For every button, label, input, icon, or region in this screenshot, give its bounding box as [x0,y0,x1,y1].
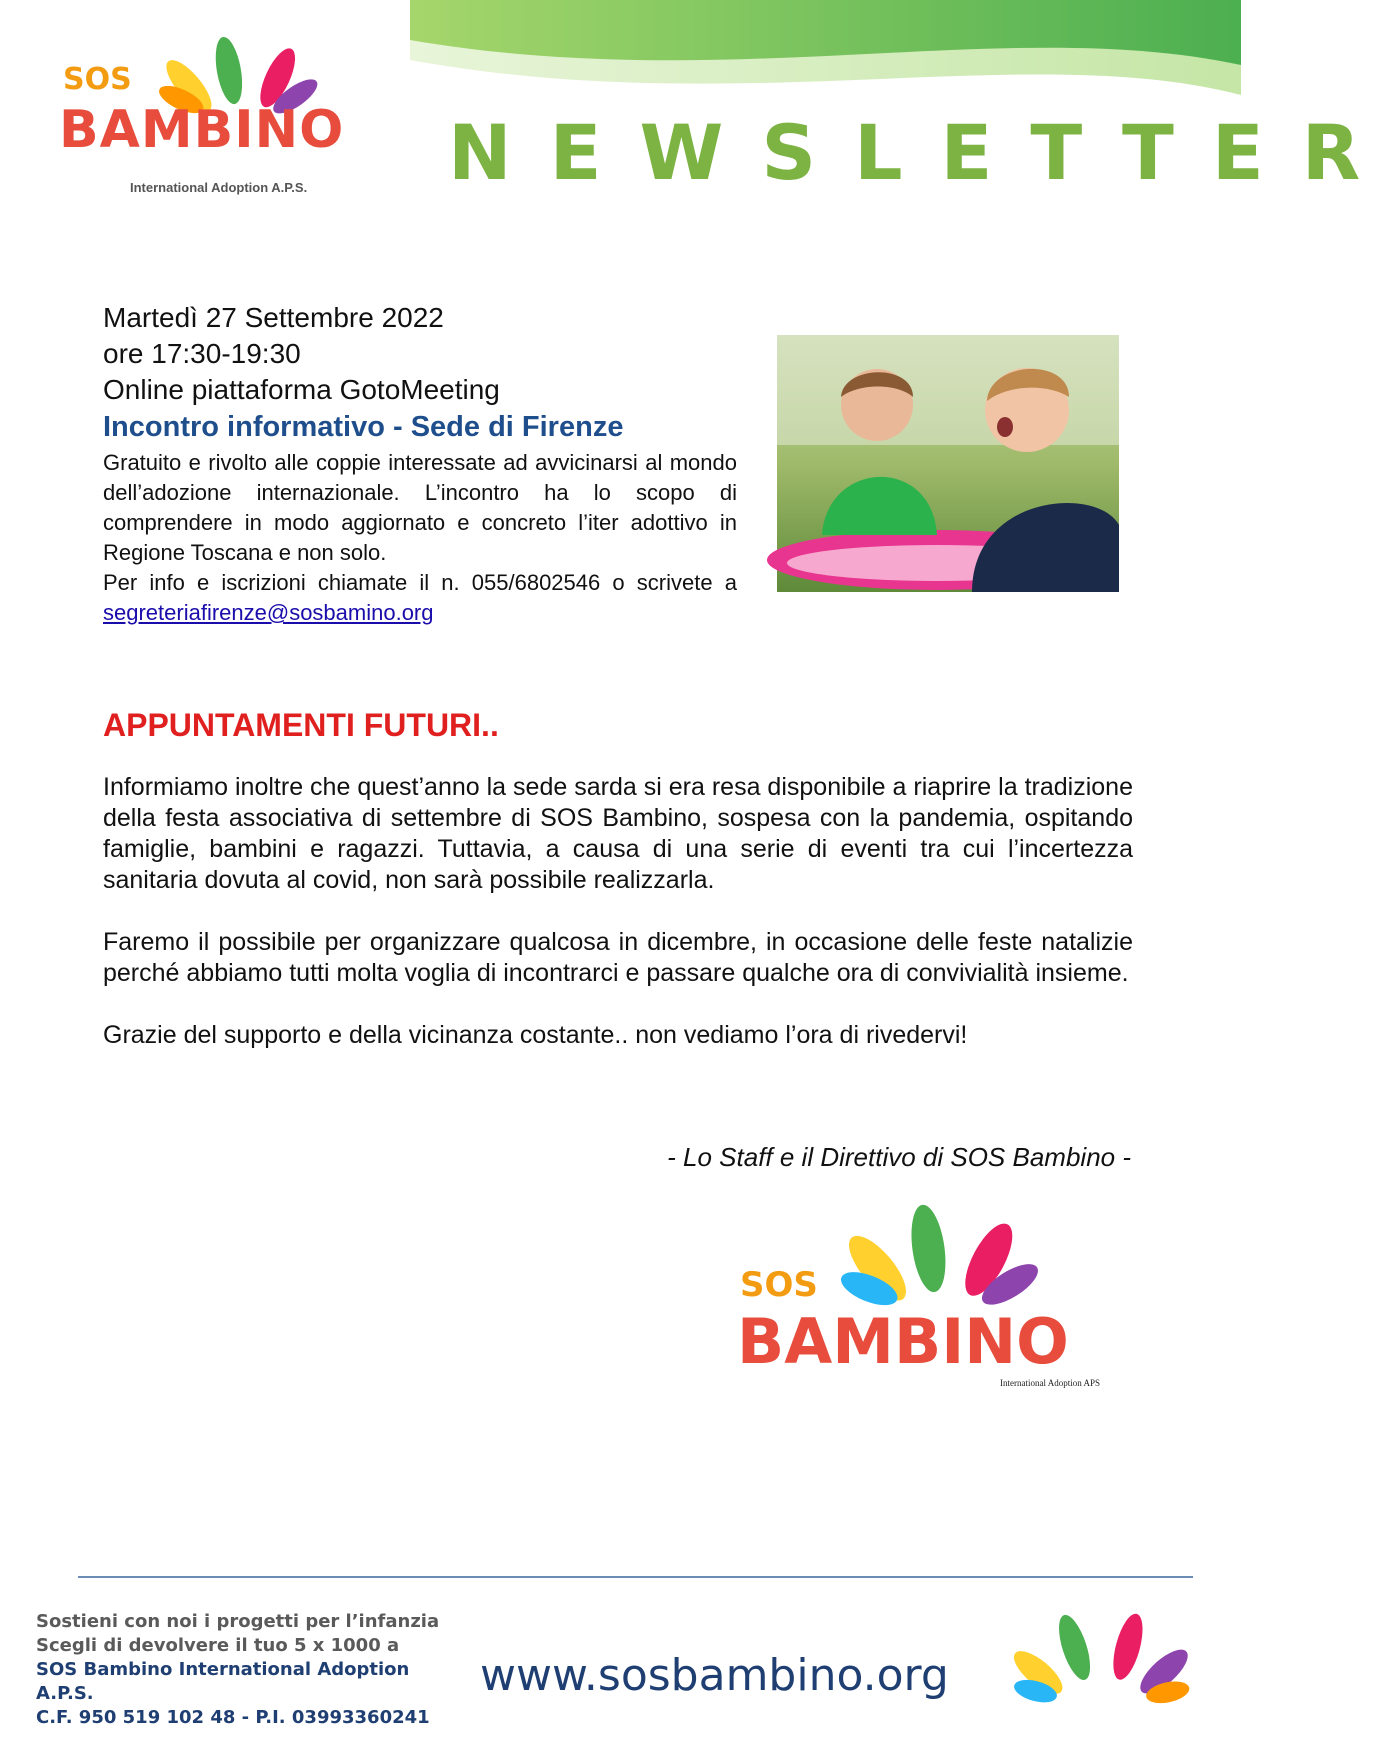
event-email-link[interactable]: segreteriafirenze@sosbamino.org [103,600,434,625]
logo-tagline: International Adoption APS [1000,1378,1100,1388]
logo-bottom [735,1200,1125,1390]
logo-bambino: BAMBINO [59,100,345,160]
footer-line-4: C.F. 950 519 102 48 - P.I. 03993360241 [36,1707,430,1728]
event-description-text: Gratuito e rivolto alle coppie interessate ad avvicinarsi al mondo dell’adozione internazionale. L’incontro ha lo scopo di comprendere in modo aggiornato e concreto l’iter adottivo in Regione Toscana e non solo. [103,450,737,565]
logo-sos: SOS [740,1265,818,1305]
event-description [103,448,737,568]
header-green-wave [410,0,1241,110]
event-title: Incontro informativo - Sede di Firenze [103,411,624,443]
footer-divider [78,1576,1193,1578]
body-paragraph: Grazie del supporto e della vicinanza costante.. non vediamo l’ora di rivedervi! [103,1021,968,1049]
event-photo [777,335,1119,592]
footer-line-1: Sostieni con noi i progetti per l’infanzia [36,1611,440,1632]
event-info [103,568,737,628]
logo-top [55,20,415,200]
footer-line-2: Scegli di devolvere il tuo 5 x 1000 a [36,1635,400,1656]
flower-icon [1010,1600,1190,1720]
event-info-text: Per info e iscrizioni chiamate il n. 055/6802546 o scrivete a [103,570,737,595]
logo-tagline: International Adoption A.P.S. [130,180,308,195]
event-date: Martedì 27 Settembre 2022 [103,302,444,333]
event-block [103,300,737,628]
body-text [103,772,1133,1082]
signature: - Lo Staff e il Direttivo di SOS Bambino - [667,1142,1131,1172]
footer-text [36,1610,456,1730]
section-title: APPUNTAMENTI FUTURI.. [103,707,499,743]
body-paragraph: Informiamo inoltre che quest’anno la sede sarda si era resa disponibile a riaprire la tradizione della festa associativa di settembre di SOS Bambino, sospesa con la pandemia, ospitando famiglie, bambini e ragazzi. Tuttavia, a causa di una serie di eventi tra cui l’incertezza sanitaria dovuta al covid, non sarà possibile realizzarla. [103,773,1133,894]
body-paragraph: Faremo il possibile per organizzare qualcosa in dicembre, in occasione delle feste natalizie perché abbiamo tutti molta voglia di incontrarci e passare qualche ora di convivialità insieme. [103,928,1133,987]
event-platform: Online piattaforma GotoMeeting [103,374,500,405]
event-time: ore 17:30-19:30 [103,338,301,369]
newsletter-title: NEWSLETTER [448,108,1398,197]
footer-url[interactable]: www.sosbambino.org [480,1650,949,1701]
logo-sos: SOS [63,62,132,97]
footer-line-3: SOS Bambino International Adoption A.P.S. [36,1659,410,1704]
logo-bambino: BAMBINO [737,1305,1069,1378]
